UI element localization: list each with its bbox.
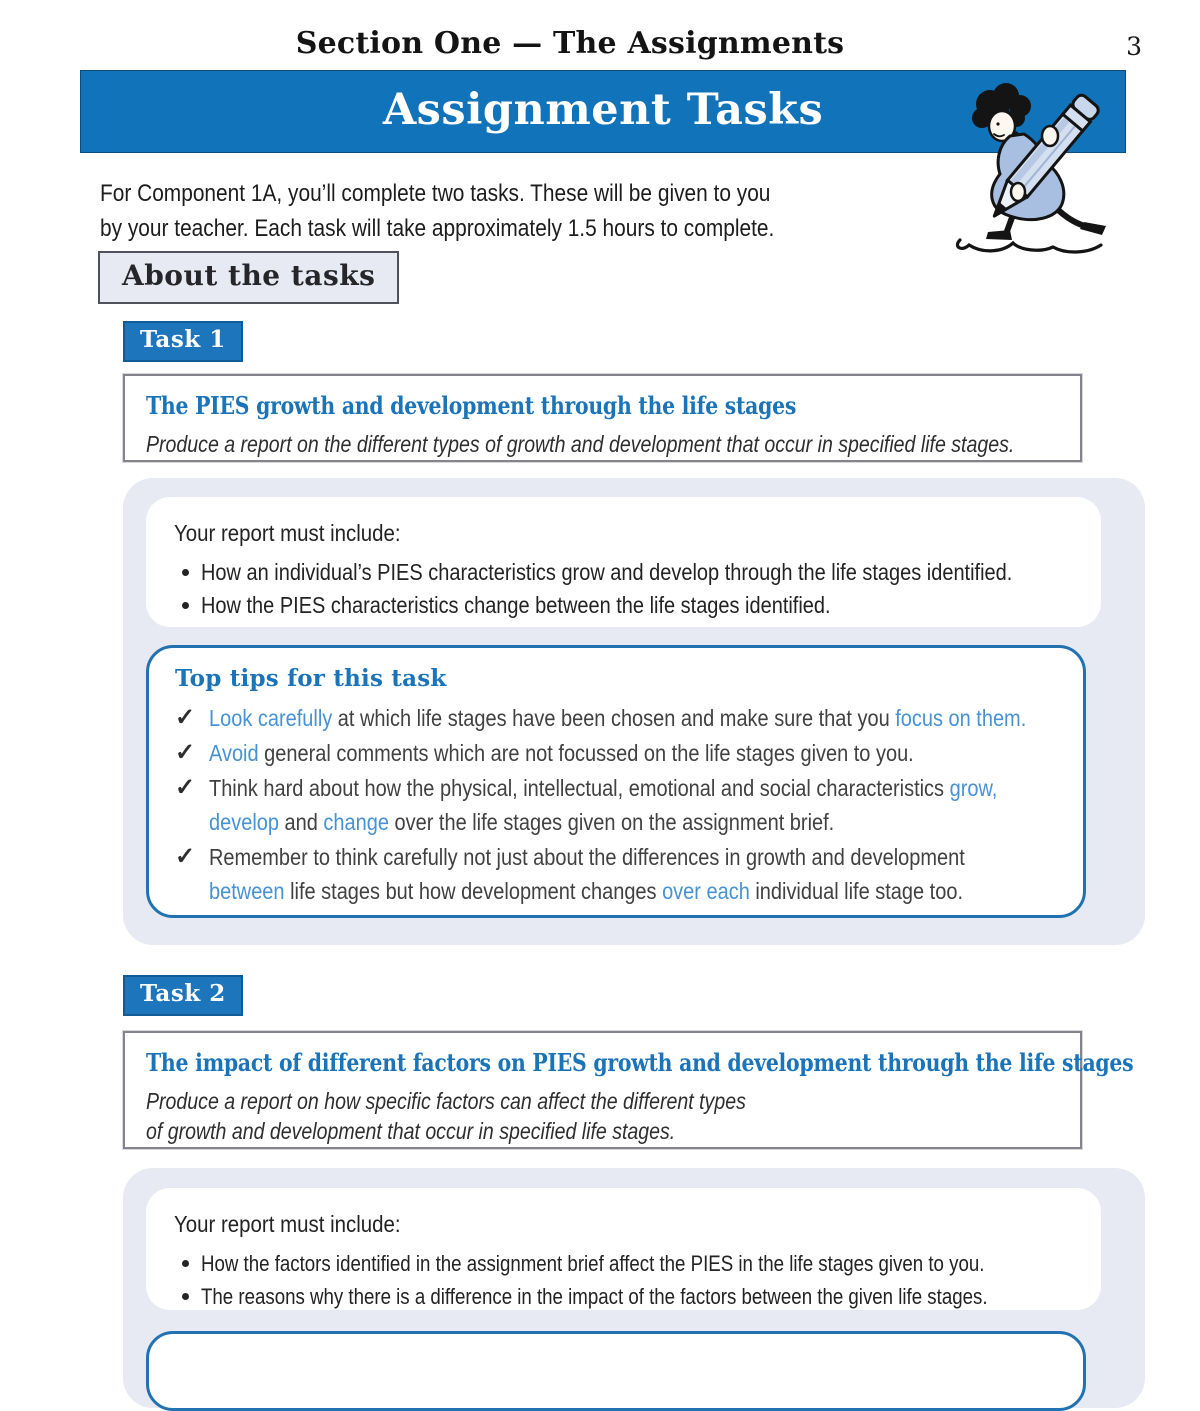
report-heading: Your report must include:: [174, 520, 401, 546]
task2-brief-title: The impact of different factors on PIES growth and development through the life stages: [146, 1048, 1134, 1077]
pencil-squiggle-line: [957, 240, 1101, 252]
bullet-dot-icon: [182, 602, 189, 609]
upper-hand: [1042, 126, 1058, 146]
intro-line: For Component 1A, you’ll complete two tasks. These will be given to you: [100, 180, 771, 207]
task1-report-card: [146, 497, 1101, 627]
page-number: 3: [1126, 32, 1142, 61]
task2-badge: Task 2: [123, 975, 243, 1016]
bullet-text: How the factors identified in the assignment brief affect the PIES in the life stages given to you.: [201, 1251, 985, 1276]
bullet-text: How the PIES characteristics change between the life stages identified.: [201, 592, 831, 618]
report-bullet-item: [174, 589, 1073, 622]
tip-item: [175, 840, 1057, 908]
tips-heading: Top tips for this task: [175, 665, 447, 692]
bullet-dot-icon: [182, 569, 189, 576]
intro-paragraph: [100, 176, 875, 246]
task2-brief-text: [146, 1086, 1059, 1146]
tip-text: Think hard about how the physical, intellectual, emotional and social characteristics grow, develop and change over the life stages given on the assignment brief.: [209, 775, 998, 835]
brief-line: Produce a report on how specific factors can affect the different types: [146, 1088, 746, 1114]
banner-title: Assignment Tasks: [382, 85, 824, 135]
checkmark-icon: ✓: [175, 843, 196, 870]
page-header-title: Section One — The Assignments: [295, 26, 845, 61]
tip-item: [175, 736, 1057, 770]
pencil-woman-illustration: [938, 74, 1154, 256]
task1-tips-list: [175, 701, 1057, 908]
report-bullet-item: [174, 556, 1073, 589]
brief-line: Produce a report on the different types of growth and development that occur in specified life stages.: [146, 431, 1015, 457]
section-heading-box: [98, 251, 399, 304]
tip-text: Look carefully at which life stages have been chosen and make sure that you focus on them.: [209, 705, 1027, 731]
bullet-dot-icon: [182, 1293, 189, 1300]
task2-report-card: [146, 1188, 1101, 1310]
task1-tips-box: [146, 645, 1086, 918]
task1-brief-text: [146, 429, 1059, 459]
brief-line: of growth and development that occur in specified life stages.: [146, 1118, 676, 1144]
task2-brief-box: [123, 1031, 1134, 1149]
tip-text: Remember to think carefully not just about the differences in growth and development between life stages but how development changes over each individual life stage too.: [209, 844, 965, 904]
task1-brief-box: [123, 374, 1082, 462]
checkmark-icon: ✓: [175, 774, 196, 801]
checkmark-icon: ✓: [175, 704, 196, 731]
intro-line: by your teacher. Each task will take approximately 1.5 hours to complete.: [100, 215, 775, 242]
report-bullet-item: [174, 1280, 1073, 1313]
task2-tips-box-clipped: [146, 1331, 1086, 1411]
bullet-text: The reasons why there is a difference in the impact of the factors between the given life stages.: [201, 1284, 988, 1309]
task1-brief-title: The PIES growth and development through the life stages: [146, 391, 797, 420]
lower-hand: [1011, 183, 1025, 201]
bullet-text: How an individual’s PIES characteristics grow and develop through the life stages identified.: [201, 559, 1013, 585]
bullet-dot-icon: [182, 1260, 189, 1267]
tip-item: [175, 771, 1057, 839]
section-heading: About the tasks: [122, 259, 376, 292]
checkmark-icon: ✓: [175, 739, 196, 766]
task2-report-bullet-list: [174, 1247, 1073, 1313]
tip-item: [175, 701, 1057, 735]
task1-badge: Task 1: [123, 321, 243, 362]
report-heading: Your report must include:: [174, 1211, 401, 1237]
report-bullet-item: [174, 1247, 1073, 1280]
tip-text: Avoid general comments which are not focussed on the life stages given to you.: [209, 740, 914, 766]
task1-report-bullet-list: [174, 556, 1073, 622]
